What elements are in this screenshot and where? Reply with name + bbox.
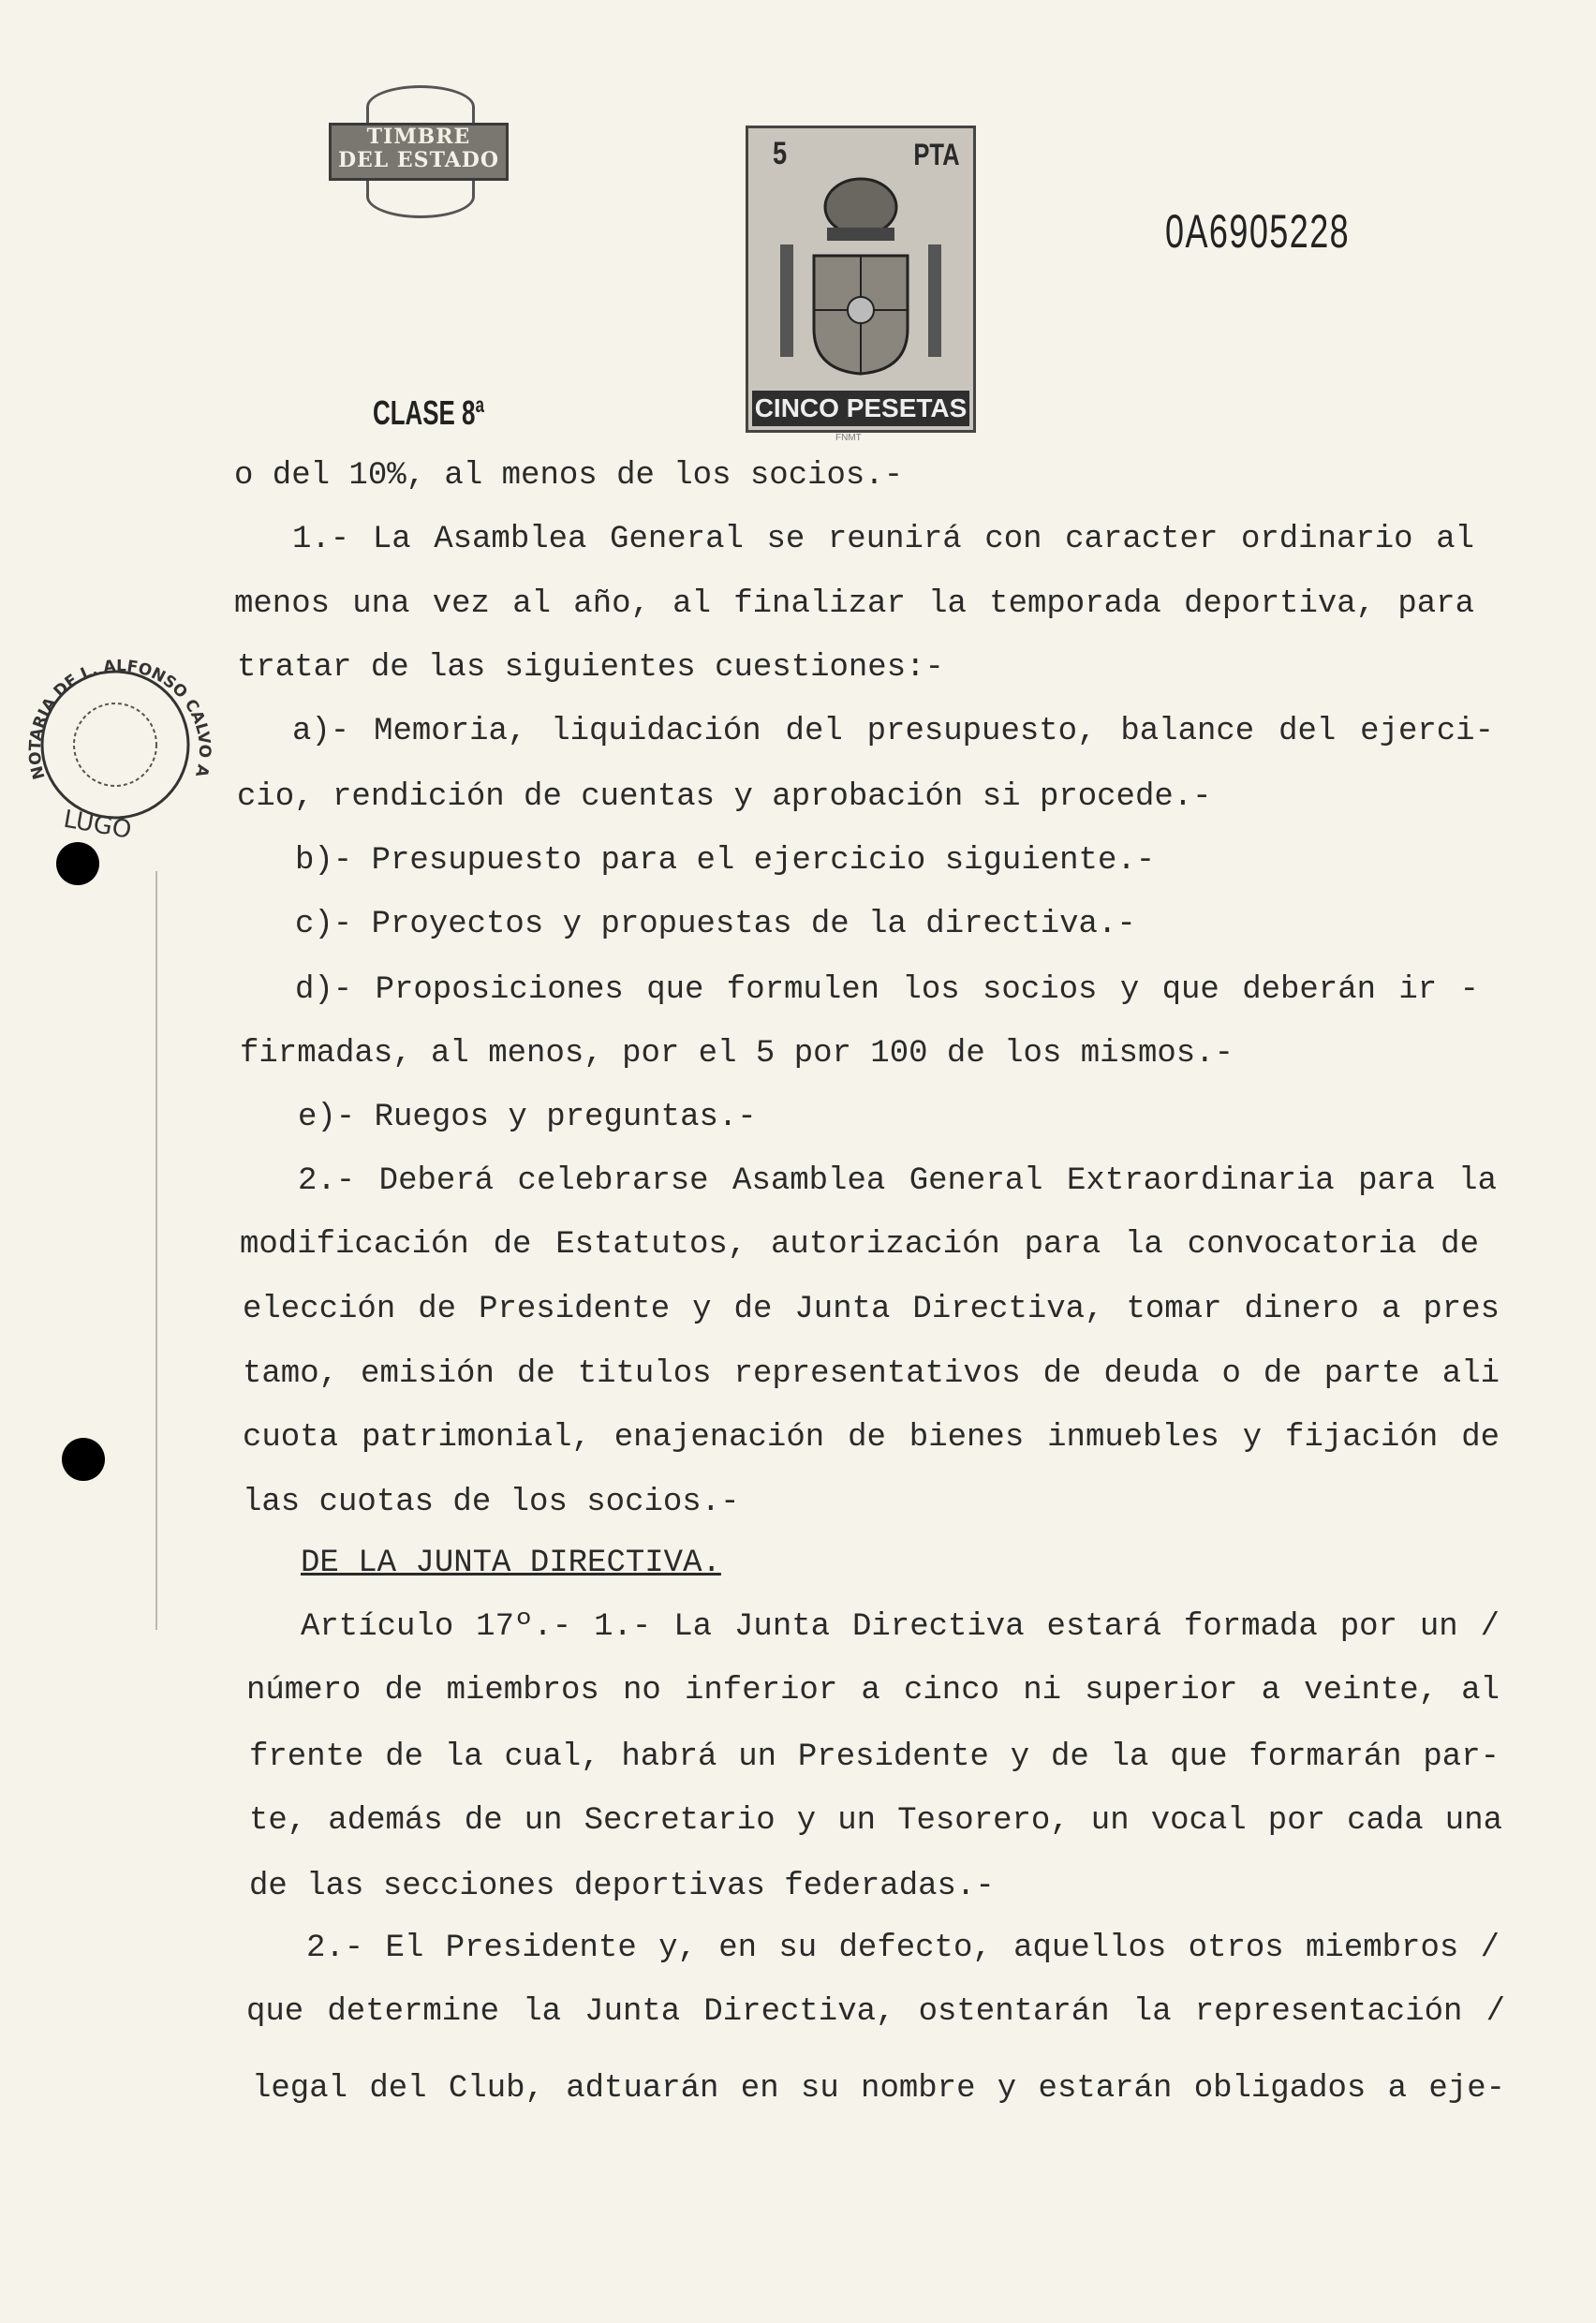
text-line: menos una vez al año, al finalizar la temporada deportiva, para (234, 586, 1474, 622)
text-line: legal del Club, adtuarán en su nombre y estarán obligados a eje- (252, 2071, 1505, 2107)
notary-seal (7, 637, 232, 862)
text-line: frente de la cual, habrá un Presidente y de la que formarán par- (249, 1739, 1500, 1775)
stamp-maker: FNMT (835, 433, 862, 443)
text-line: 2.- El Presidente y, en su defecto, aquellos otros miembros / (306, 1931, 1500, 1966)
text-line: d)- Proposiciones que formulen los socios y que deberán ir - (295, 972, 1479, 1008)
timbre-label-1: TIMBRE (366, 125, 471, 149)
svg-text:LUGO: LUGO (61, 805, 134, 845)
margin-line (155, 871, 157, 1630)
text-line: te, además de un Secretario y un Tesorero, un vocal por cada una (249, 1803, 1502, 1839)
text-line: o del 10%, al menos de los socios.- (234, 458, 904, 494)
section-heading: DE LA JUNTA DIRECTIVA. (301, 1546, 721, 1581)
coat-of-arms-icon (767, 170, 954, 383)
text-line: cio, rendición de cuentas y aprobación si procede.- (237, 779, 1212, 815)
text-line: e)- Ruegos y preguntas.- (298, 1100, 757, 1135)
text-line: tamo, emisión de titulos representativos de deuda o de parte ali (243, 1356, 1500, 1392)
serial-number: 0A6905228 (1165, 205, 1351, 258)
stamp-currency: PTA (913, 138, 960, 171)
text-line: 2.- Deberá celebrarse Asamblea General Extraordinaria para la (298, 1163, 1497, 1199)
text-line: 1.- La Asamblea General se reunirá con caracter ordinario al (292, 522, 1474, 557)
text-line: elección de Presidente y de Junta Directiva, tomar dinero a pres (243, 1292, 1500, 1327)
clase-label: CLASE 8ª (373, 393, 485, 432)
timbre-label-2: DEL ESTADO (337, 148, 500, 172)
punch-hole-bottom (62, 1438, 105, 1481)
text-line: las cuotas de los socios.- (243, 1485, 740, 1520)
stamp-value: 5 (773, 136, 788, 171)
fiscal-stamp (746, 126, 976, 433)
text-line: a)- Memoria, liquidación del presupuesto, balance del ejerci- (292, 714, 1494, 749)
text-line: cuota patrimonial, enajenación de bienes inmuebles y fijación de (243, 1420, 1500, 1456)
stamp-band: CINCO PESETAS (752, 391, 969, 426)
text-line: firmadas, al menos, por el 5 por 100 de los mismos.- (240, 1036, 1234, 1072)
text-line: de las secciones deportivas federadas.- (249, 1869, 995, 1904)
svg-text:NOTARIA DE L. ALFONSO CALVO AL: NOTARIA DE L. ALFONSO CALVO A (25, 657, 214, 782)
timbre-del-estado-emblem (329, 81, 507, 207)
text-line: número de miembros no inferior a cinco ni superior a veinte, al (246, 1673, 1500, 1709)
text-line: c)- Proyectos y propuestas de la directiva.- (295, 907, 1136, 942)
text-line: que determine la Junta Directiva, ostentarán la representación / (246, 1994, 1505, 2030)
text-line: modificación de Estatutos, autorización para la convocatoria de (240, 1227, 1479, 1263)
text-line: b)- Presupuesto para el ejercicio siguiente.- (295, 843, 1156, 879)
text-line: tratar de las siguientes cuestiones:- (237, 650, 944, 686)
text-line: Artículo 17º.- 1.- La Junta Directiva estará formada por un / (301, 1609, 1500, 1645)
